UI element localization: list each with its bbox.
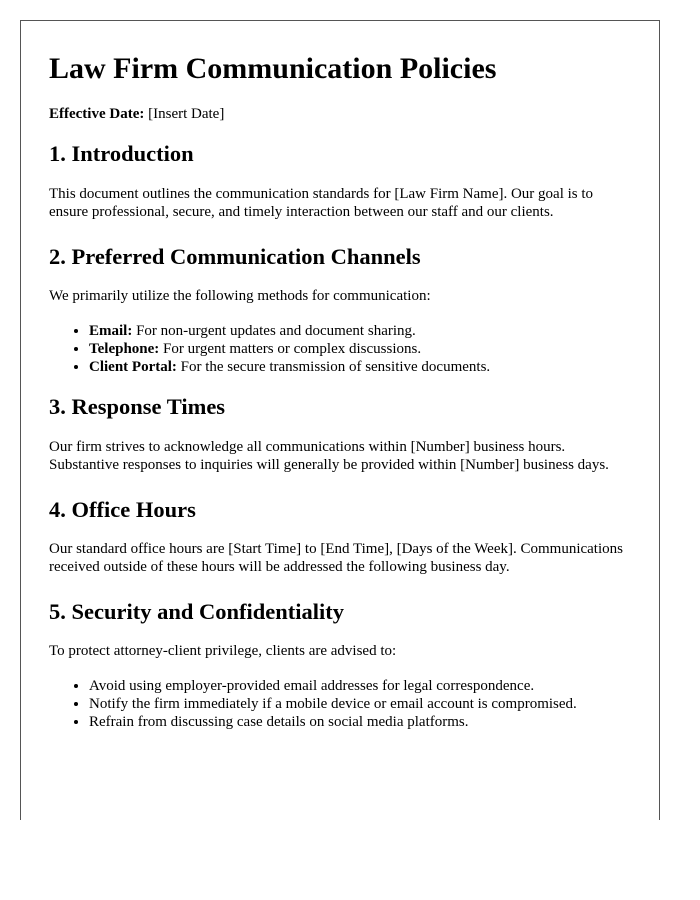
section-text-introduction: This document outlines the communication standards for [Law Firm Name]. Our goal is to ensure professional, secure, and timely interaction between our staff and our clients. <box>49 186 594 220</box>
security-list <box>49 677 631 731</box>
list-item-text: For urgent matters or complex discussions. <box>159 341 422 357</box>
section-heading-channels: 2. Preferred Communication Channels <box>49 244 421 269</box>
section-heading-response-times: 3. Response Times <box>49 394 226 419</box>
list-item: • Avoid using employer-provided email addresses for legal correspondence. <box>89 677 631 695</box>
list-item: • Notify the firm immediately if a mobile device or email account is compromised. <box>89 695 631 713</box>
document-page <box>20 20 660 820</box>
list-item-text: For non-urgent updates and document sharing. <box>132 323 416 339</box>
section-text-security: To protect attorney-client privilege, clients are advised to: <box>49 643 397 659</box>
list-item <box>89 358 631 376</box>
list-item-label: Email: <box>89 323 133 339</box>
effective-date-label: Effective Date: <box>49 106 145 122</box>
section-text-response-times: Our firm strives to acknowledge all communications within [Number] business hours. Substantive responses to inquiries will generally be provided within [Number] business days. <box>49 439 609 473</box>
section-text-channels: We primarily utilize the following methods for communication: <box>49 288 431 304</box>
section-heading-security: 5. Security and Confidentiality <box>49 599 345 624</box>
document-title: Law Firm Communication Policies <box>49 52 497 85</box>
section-text-office-hours: Our standard office hours are [Start Time] to [End Time], [Days of the Week]. Communications received outside of these hours will be addressed the following business day. <box>49 541 623 575</box>
effective-date-value: [Insert Date] <box>144 106 225 122</box>
section-heading-introduction: 1. Introduction <box>49 141 194 166</box>
list-item <box>89 340 631 358</box>
list-item-text: For the secure transmission of sensitive documents. <box>176 359 491 375</box>
list-item <box>89 322 631 340</box>
list-item-label: Telephone: <box>89 341 160 357</box>
list-item-label: Client Portal: <box>89 359 177 375</box>
channels-list <box>49 322 631 376</box>
effective-date <box>49 105 631 123</box>
section-heading-office-hours: 4. Office Hours <box>49 497 196 522</box>
list-item: • Refrain from discussing case details on social media platforms. <box>89 713 631 731</box>
